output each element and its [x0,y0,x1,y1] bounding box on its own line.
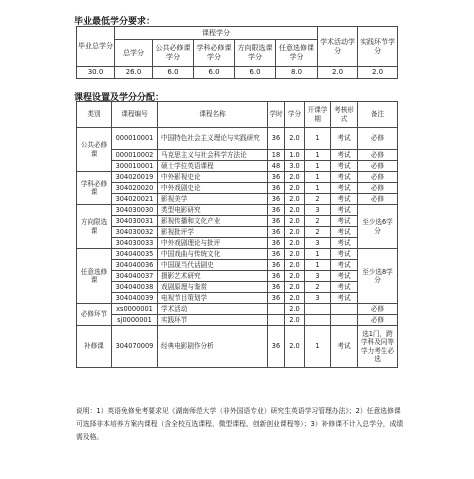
exam-cell: 考试 [331,161,358,172]
credits-cell: 2.0 [285,249,305,260]
table-row [77,326,398,368]
remark-cell: 必修 [358,315,398,326]
semester-cell: 2 [305,227,331,238]
table-row [77,260,398,271]
code-cell: 304030033 [112,238,158,249]
table-row [77,282,398,293]
hours-cell: 36 [268,205,285,216]
hours-cell: 36 [268,216,285,227]
exam-cell: 考试 [331,205,358,216]
credits-cell: 2.0 [285,194,305,205]
remark-cell: 必修 [358,194,398,205]
semester-cell: 1 [305,183,331,194]
table-row [77,172,398,183]
semester-cell: 3 [305,271,331,282]
credits-cell: 2.0 [285,304,305,315]
credits-cell: 2.0 [285,183,305,194]
credits-cell: 2.0 [285,326,305,368]
exam-cell: 考试 [331,194,358,205]
credits-cell: 2.0 [285,293,305,304]
semester-cell: 3 [305,238,331,249]
exam-cell: 考试 [331,238,358,249]
header-exam: 考核形式 [331,102,358,128]
semester-cell: 1 [305,260,331,271]
header-optional-elective: 任意选修课学分 [276,40,318,67]
credits-cell: 2.0 [285,216,305,227]
hours-cell: 18 [268,150,285,161]
credits-cell: 2.0 [285,238,305,249]
name-cell: 中外影视史论 [158,172,268,183]
name-cell: 学术活动 [158,304,268,315]
name-cell: 中外戏剧史论 [158,183,268,194]
code-cell: 000010001 [112,128,158,150]
course-table [76,101,398,368]
header-hours: 学时 [268,102,285,128]
credits-cell: 2.0 [285,282,305,293]
exam-cell: 考试 [331,271,358,282]
section-heading-graduation-credits: 毕业最低学分要求： [74,17,156,27]
hours-cell: 36 [268,227,285,238]
semester-cell: 2 [305,216,331,227]
name-cell: 影视传播和文化产业 [158,216,268,227]
header-code: 课程编号 [112,102,158,128]
exam-cell: 考试 [331,227,358,238]
hours-cell: 36 [268,271,285,282]
credits-cell: 2.0 [285,205,305,216]
table-row [77,183,398,194]
code-cell: 304030032 [112,227,158,238]
table-row [77,128,398,150]
table-row [77,271,398,282]
remark-cell: 必修 [358,128,398,150]
section-heading-course-setup: 课程设置及学分分配： [74,93,165,103]
code-cell: 304030030 [112,205,158,216]
remark-cell: 至少选6学分 [358,205,398,249]
header-course-total: 总学分 [115,40,153,67]
name-cell: 类型电影研究 [158,205,268,216]
code-cell: 304020019 [112,172,158,183]
header-category: 类别 [77,102,112,128]
header-discipline-required: 学科必修课学分 [194,40,235,67]
table-row [77,249,398,260]
header-name: 课程名称 [158,102,268,128]
value-total: 30.0 [77,67,115,79]
semester-cell: 2 [305,282,331,293]
header-semester: 开课学期 [305,102,331,128]
category-cell: 方向限选课 [77,205,112,249]
exam-cell: 考试 [331,150,358,161]
table-row [77,238,398,249]
name-cell: 戏剧原理与鉴赏 [158,282,268,293]
table-row [77,216,398,227]
value-academic: 2.0 [318,67,358,79]
credits-cell: 2.0 [285,172,305,183]
exam-cell: 考试 [331,128,358,150]
semester-cell: 1 [305,161,331,172]
table-row [77,150,398,161]
table-row [77,194,398,205]
code-cell: 304040035 [112,249,158,260]
header-course-credits: 课程学分 [115,27,318,40]
category-cell: 任意选修课 [77,249,112,304]
name-cell: 中外戏剧理论与批评 [158,238,268,249]
semester-cell: 1 [305,150,331,161]
remark-cell: 选1门，跨学科及同等学力考生必选 [358,326,398,368]
header-total-credits: 毕业总学分 [77,27,115,67]
credits-cell: 3.0 [285,161,305,172]
credits-cell: 2.0 [285,128,305,150]
hours-cell: 36 [268,183,285,194]
name-cell: 影视批评学 [158,227,268,238]
exam-cell: 考试 [331,282,358,293]
credits-cell: 2.0 [285,260,305,271]
table-row [77,304,398,315]
value-public-required: 6.0 [153,67,194,79]
code-cell: xs0000001 [112,304,158,315]
exam-cell: 考试 [331,260,358,271]
name-cell: 中国戏曲与传统文化 [158,249,268,260]
exam-cell: 考试 [331,216,358,227]
name-cell: 硕士学位英语课程 [158,161,268,172]
remark-cell: 必修 [358,150,398,161]
exam-cell: 考试 [331,249,358,260]
name-cell: 中国特色社会主义理论与实践研究 [158,128,268,150]
credits-cell: 2.0 [285,271,305,282]
footnote: 说明：1）英语免修免考要求见《湖南师范大学（非外国语专业）研究生英语学习管理办法》；2）任意选修课可选择非本培养方案内课程（含全校互选课程、微型课程、创新创业课程等）；3）补修课不计入总学分，成绩需及格。 [76,407,404,441]
hours-cell [268,315,285,326]
name-cell: 马克思主义与社会科学方法论 [158,150,268,161]
exam-cell: 考试 [331,183,358,194]
header-direction-elective: 方向限选课学分 [235,40,276,67]
remark-cell: 必修 [358,172,398,183]
name-cell: 中国现当代话剧史 [158,260,268,271]
code-cell: 304040037 [112,271,158,282]
hours-cell: 36 [268,293,285,304]
header-public-required: 公共必修课学分 [153,40,194,67]
semester-cell [305,315,331,326]
hours-cell: 36 [268,194,285,205]
table-row [77,227,398,238]
semester-cell: 1 [305,326,331,368]
name-cell: 摄影艺术研究 [158,271,268,282]
value-optional-elective: 8.0 [276,67,318,79]
header-remark: 备注 [358,102,398,128]
semester-cell: 2 [305,194,331,205]
table-row [77,161,398,172]
hours-cell: 36 [268,128,285,150]
semester-cell [305,304,331,315]
code-cell: 304020020 [112,183,158,194]
semester-cell: 1 [305,172,331,183]
credit-requirements-table [76,26,398,79]
remark-cell: 必修 [358,304,398,315]
exam-cell [331,315,358,326]
code-cell: 304040039 [112,293,158,304]
name-cell: 影视美学 [158,194,268,205]
code-cell: sj0000001 [112,315,158,326]
name-cell: 实践环节 [158,315,268,326]
header-credits: 学分 [285,102,305,128]
category-cell: 补修课 [77,326,112,368]
hours-cell: 36 [268,326,285,368]
credits-cell: 2.0 [285,315,305,326]
hours-cell: 36 [268,238,285,249]
value-course-total: 26.0 [115,67,153,79]
table-row [77,205,398,216]
hours-cell: 36 [268,172,285,183]
credits-cell: 2.0 [285,227,305,238]
remark-cell: 必修 [358,183,398,194]
exam-cell: 考试 [331,172,358,183]
hours-cell: 36 [268,260,285,271]
hours-cell: 36 [268,282,285,293]
semester-cell: 3 [305,205,331,216]
code-cell: 304040036 [112,260,158,271]
category-cell: 必修环节 [77,304,112,326]
category-cell: 公共必修课 [77,128,112,172]
header-academic-credits: 学术活动学分 [318,27,358,67]
name-cell: 电视节目策划学 [158,293,268,304]
exam-cell: 考试 [331,326,358,368]
name-cell: 经典电影剧作分析 [158,326,268,368]
code-cell: 000010002 [112,150,158,161]
category-cell: 学科必修课 [77,172,112,205]
code-cell: 304040038 [112,282,158,293]
exam-cell [331,304,358,315]
exam-cell: 考试 [331,293,358,304]
remark-cell: 必修 [358,161,398,172]
hours-cell: 36 [268,249,285,260]
table-row [77,293,398,304]
hours-cell [268,304,285,315]
semester-cell: 3 [305,293,331,304]
semester-cell: 1 [305,249,331,260]
code-cell: 304070009 [112,326,158,368]
value-practice: 2.0 [358,67,398,79]
table-row [77,315,398,326]
header-practice-credits: 实践环节学分 [358,27,398,67]
value-direction-elective: 6.0 [235,67,276,79]
credits-cell: 1.0 [285,150,305,161]
remark-cell: 至少选8学分 [358,249,398,304]
code-cell: 304030031 [112,216,158,227]
value-discipline-required: 6.0 [194,67,235,79]
code-cell: 300010001 [112,161,158,172]
hours-cell: 48 [268,161,285,172]
semester-cell: 1 [305,128,331,150]
code-cell: 304020021 [112,194,158,205]
